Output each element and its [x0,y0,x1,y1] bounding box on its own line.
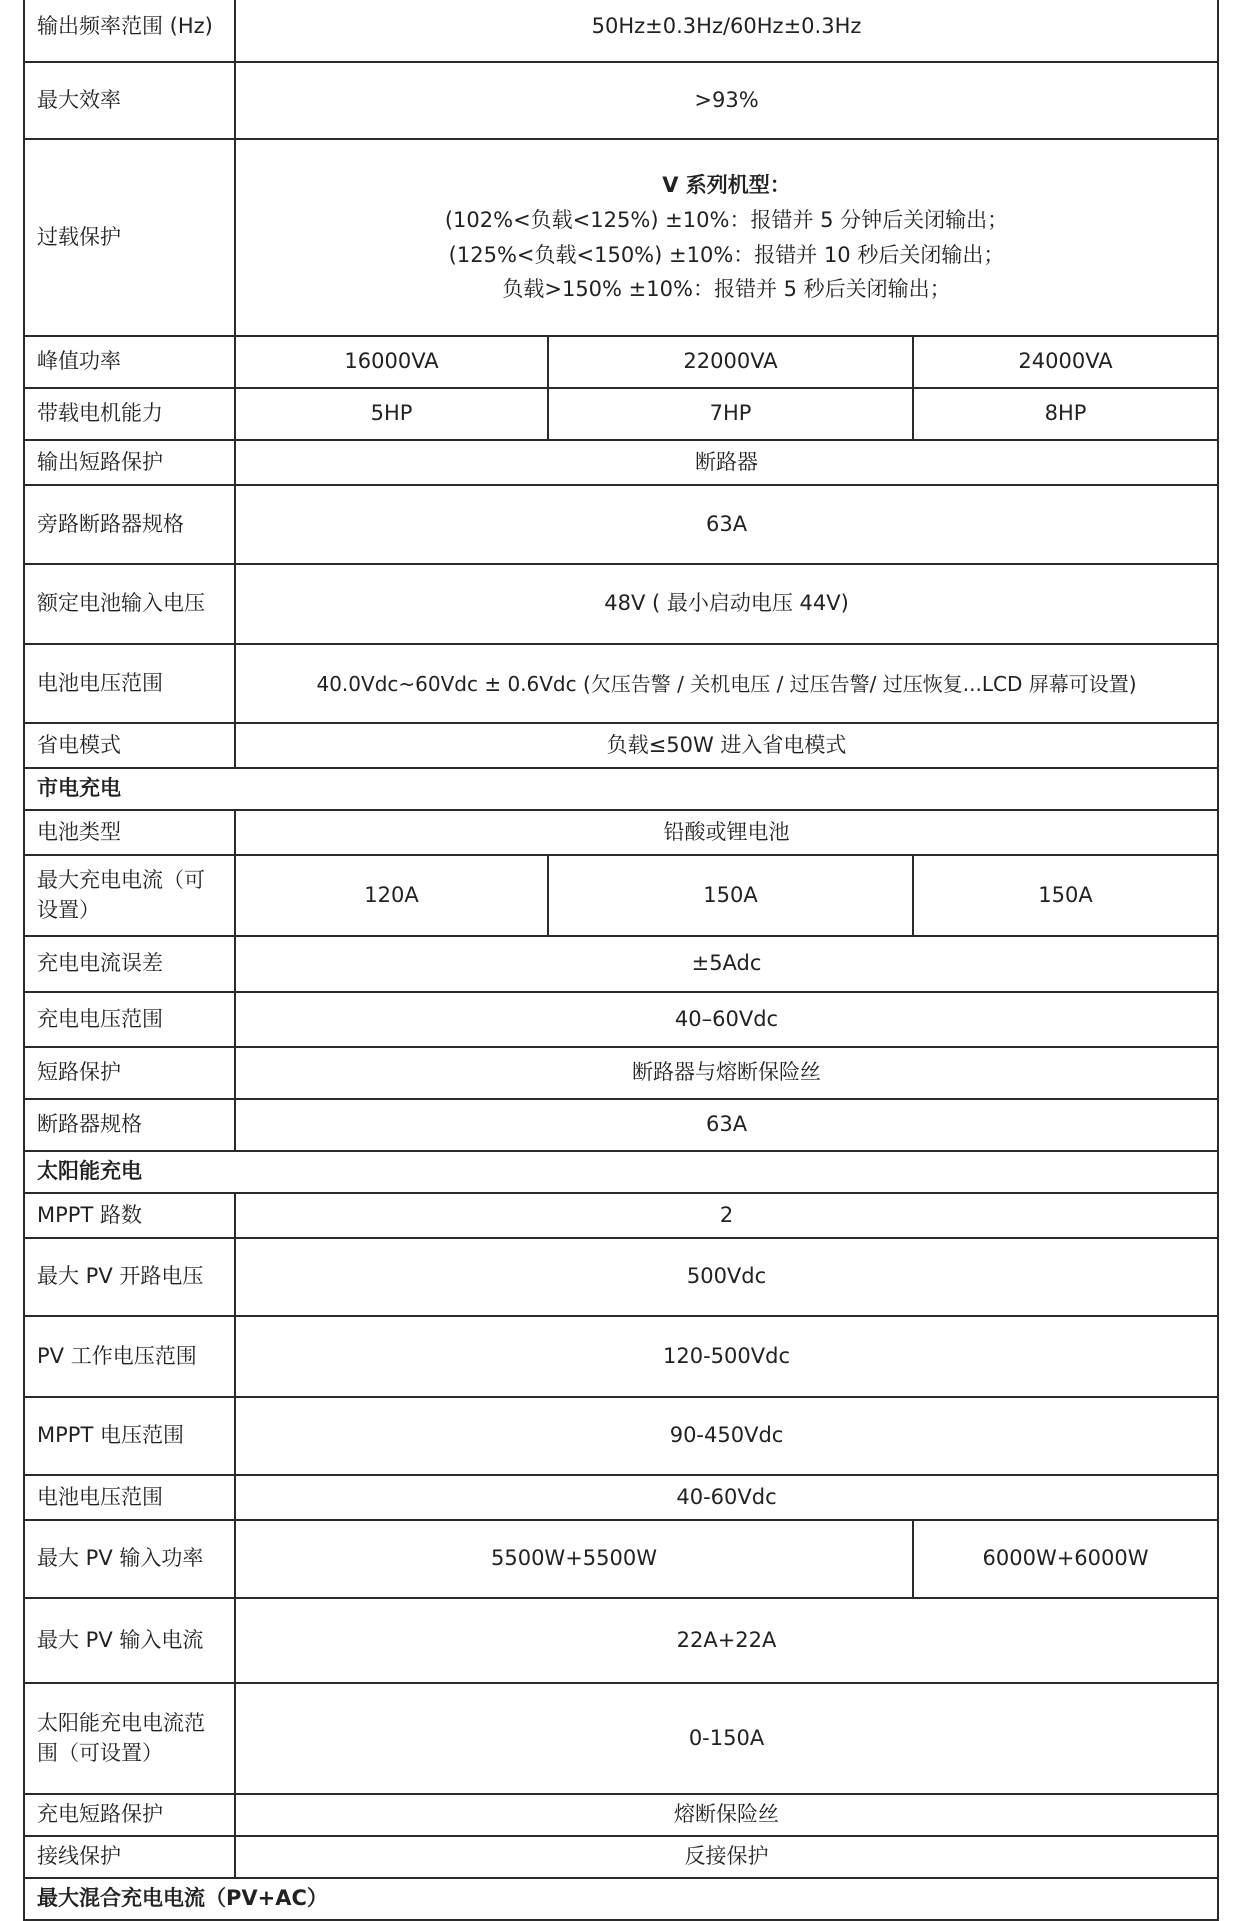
table-row [24,336,1218,388]
table-row [24,62,1218,139]
row-value: 500Vdc [235,1238,1218,1316]
row-label: 最大 PV 输入电流 [24,1598,235,1683]
row-value: 22000VA [548,336,913,388]
row-label: 断路器规格 [24,1099,235,1151]
row-value: 16000VA [235,336,548,388]
row-value: 50Hz±0.3Hz/60Hz±0.3Hz [235,0,1218,62]
row-value: 6000W+6000W [913,1520,1218,1598]
row-value: 63A [235,485,1218,564]
row-value: 5HP [235,388,548,440]
row-value: 7HP [548,388,913,440]
row-label: 带载电机能力 [24,388,235,440]
table-row [24,723,1218,768]
row-label: 输出频率范围 (Hz) [24,0,235,62]
row-value: 8HP [913,388,1218,440]
row-value: 63A [235,1099,1218,1151]
row-value: 48V ( 最小启动电压 44V) [235,564,1218,644]
row-label: 电池电压范围 [24,644,235,723]
row-label: 省电模式 [24,723,235,768]
table-row [24,1316,1218,1397]
section-title: 太阳能充电 [24,1151,1218,1193]
row-label: 电池电压范围 [24,1475,235,1520]
row-label: 充电电流误差 [24,936,235,992]
table-row [24,644,1218,723]
section-title: 最大混合充电电流（PV+AC） [24,1878,1218,1920]
table-row [24,1238,1218,1316]
row-value: 120-500Vdc [235,1316,1218,1397]
overload-line: (102%<负载<125%) ±10%：报错并 5 分钟后关闭输出； [444,207,1009,232]
row-label: 太阳能充电电流范围（可设置） [24,1683,235,1794]
table-row [24,810,1218,855]
row-label: 旁路断路器规格 [24,485,235,564]
row-label: MPPT 电压范围 [24,1397,235,1475]
row-label: 峰值功率 [24,336,235,388]
row-value: 120A [235,855,548,936]
row-label: 额定电池输入电压 [24,564,235,644]
row-value: 40-60Vdc [235,1475,1218,1520]
row-value: 铅酸或锂电池 [235,810,1218,855]
row-label: 最大 PV 输入功率 [24,1520,235,1598]
table-row [24,1193,1218,1238]
row-label: 最大 PV 开路电压 [24,1238,235,1316]
row-value: ±5Adc [235,936,1218,992]
row-label: 输出短路保护 [24,440,235,485]
overload-line: 负载>150% ±10%：报错并 5 秒后关闭输出； [502,277,951,302]
table-row [24,139,1218,336]
row-value: 5500W+5500W [235,1520,913,1598]
table-row [24,1047,1218,1099]
table-row [24,1794,1218,1836]
table-row [24,1683,1218,1794]
table-row [24,992,1218,1047]
table-row [24,1598,1218,1683]
row-label: 电池类型 [24,810,235,855]
table-row [24,1836,1218,1878]
row-label: MPPT 路数 [24,1193,235,1238]
row-value: 40.0Vdc~60Vdc ± 0.6Vdc (欠压告警 / 关机电压 / 过压告警/ 过压恢复...LCD 屏幕可设置) [235,644,1218,723]
table-row [24,0,1218,62]
table-row [24,440,1218,485]
table-row [24,1520,1218,1598]
table-row [24,564,1218,644]
row-value: 0-150A [235,1683,1218,1794]
overload-protection-value [235,139,1218,336]
section-header-row [24,1151,1218,1193]
row-label: 过载保护 [24,139,235,336]
section-header-row [24,1878,1218,1920]
table-row [24,388,1218,440]
table-row [24,1397,1218,1475]
table-row [24,855,1218,936]
row-value: 150A [548,855,913,936]
row-label: 最大效率 [24,62,235,139]
row-label: 充电短路保护 [24,1794,235,1836]
row-label: 短路保护 [24,1047,235,1099]
row-label: 充电电压范围 [24,992,235,1047]
row-value: 24000VA [913,336,1218,388]
table-row [24,1099,1218,1151]
row-value: 断路器与熔断保险丝 [235,1047,1218,1099]
row-value: 熔断保险丝 [235,1794,1218,1836]
row-label: 接线保护 [24,1836,235,1878]
row-label: 最大充电电流（可设置） [24,855,235,936]
overload-line: V 系列机型： [662,173,791,198]
table-row [24,485,1218,564]
section-header-row [24,768,1218,810]
table-row [24,936,1218,992]
row-value: 2 [235,1193,1218,1238]
row-value: 22A+22A [235,1598,1218,1683]
spec-table [23,0,1219,1921]
section-title: 市电充电 [24,768,1218,810]
row-value: 反接保护 [235,1836,1218,1878]
overload-line: (125%<负载<150%) ±10%：报错并 10 秒后关闭输出； [448,242,1005,267]
row-value: 负载≤50W 进入省电模式 [235,723,1218,768]
table-row [24,1475,1218,1520]
row-value: >93% [235,62,1218,139]
row-value: 90-450Vdc [235,1397,1218,1475]
row-value: 40–60Vdc [235,992,1218,1047]
row-value: 断路器 [235,440,1218,485]
row-label: PV 工作电压范围 [24,1316,235,1397]
row-value: 150A [913,855,1218,936]
